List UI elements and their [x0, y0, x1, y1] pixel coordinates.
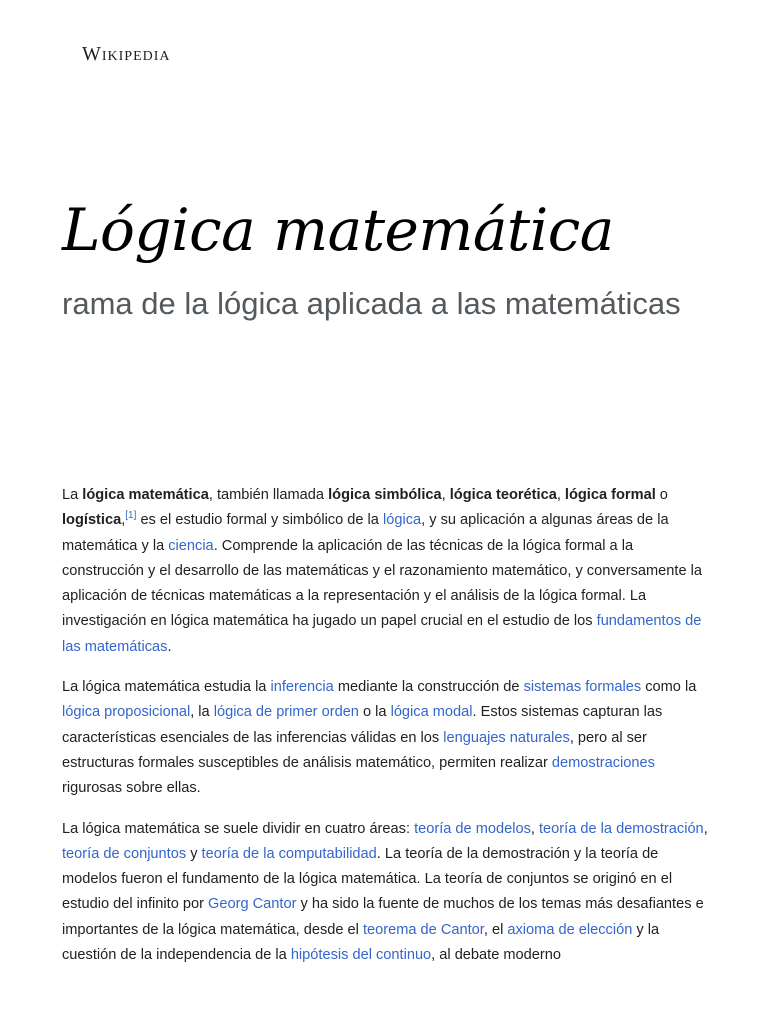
- link-axioma-eleccion[interactable]: axioma de elección: [507, 921, 633, 938]
- page-subtitle: rama de la lógica aplicada a las matemáticas: [62, 286, 681, 321]
- bold-term: logística: [62, 512, 122, 529]
- bold-term: lógica simbólica: [328, 487, 442, 503]
- text: La lógica matemática estudia la: [62, 679, 271, 696]
- text: ,: [441, 487, 450, 503]
- text: .: [167, 638, 172, 655]
- text: mediante la construcción de: [333, 679, 524, 696]
- bold-term: lógica matemática: [82, 487, 209, 503]
- link-fundamentos-matematicas[interactable]: fundamentos de las matemáticas: [62, 613, 702, 655]
- article-body: [62, 483, 710, 983]
- paragraph-areas: [62, 817, 710, 969]
- link-teorema-cantor[interactable]: teorema de Cantor: [362, 921, 484, 938]
- link-teoria-modelos[interactable]: teoría de modelos: [414, 820, 531, 837]
- link-teoria-demostracion[interactable]: teoría de la demostración: [539, 820, 704, 837]
- text: , y su aplicación a algunas áreas de la matemática y la: [62, 512, 669, 554]
- paragraph-inferencia: [62, 675, 710, 801]
- wikipedia-logo[interactable]: Wikipedia: [82, 43, 171, 65]
- link-logica-primer-orden[interactable]: lógica de primer orden: [213, 704, 359, 721]
- link-teoria-conjuntos[interactable]: teoría de conjuntos: [62, 845, 187, 862]
- text: La lógica matemática se suele dividir en cuatro áreas:: [62, 820, 415, 837]
- text: . La teoría de la demostración y la teoría de modelos fueron el fundamento de la lógica matemática. La teoría de conjuntos se originó en el estudio del infinito por: [62, 845, 673, 913]
- text: , la: [190, 704, 214, 721]
- link-logica-modal[interactable]: lógica modal: [390, 704, 473, 721]
- paragraph-intro: [62, 483, 710, 660]
- text: y: [186, 845, 202, 862]
- text: rigurosas sobre ellas.: [62, 780, 201, 797]
- text: y la cuestión de la independencia de la: [62, 921, 660, 964]
- link-lenguajes-naturales[interactable]: lenguajes naturales: [443, 729, 570, 746]
- text: como la: [641, 679, 697, 696]
- text: . Estos sistemas capturan las características esenciales de las inferencias válidas en los: [62, 704, 663, 746]
- text: o: [655, 487, 668, 503]
- link-sistemas-formales[interactable]: sistemas formales: [523, 679, 642, 696]
- text: es el estudio formal y simbólico de la: [136, 512, 383, 529]
- link-logica-proposicional[interactable]: lógica proposicional: [62, 704, 191, 721]
- text: o la: [358, 704, 391, 721]
- text: ,: [121, 512, 126, 529]
- link-logica[interactable]: lógica: [382, 512, 422, 529]
- text: , el: [483, 921, 508, 938]
- link-hipotesis-continuo[interactable]: hipótesis del continuo: [290, 947, 432, 964]
- text: ,: [530, 820, 539, 837]
- link-georg-cantor[interactable]: Georg Cantor: [208, 896, 297, 913]
- page-title: Lógica matemática: [62, 196, 614, 264]
- reference-link-1[interactable]: [1]: [125, 510, 137, 522]
- text: , también llamada: [208, 487, 329, 503]
- text: La: [62, 487, 83, 503]
- link-inferencia[interactable]: inferencia: [270, 679, 334, 696]
- bold-term: lógica formal: [564, 487, 656, 503]
- text: . Comprende la aplicación de las técnicas de la lógica formal a la construcción y el desarrollo de las matemáticas y el razonamiento matemático, y conversamente la aplicación de técnicas matemáticas a la representación y el análisis de la lógica formal. La investigación en lógica matemática ha jugado un papel crucial en el estudio de los: [62, 537, 702, 630]
- text: , al debate moderno: [431, 947, 561, 964]
- text: ,: [703, 820, 708, 837]
- link-demostraciones[interactable]: demostraciones: [551, 754, 655, 771]
- text: , pero al ser estructuras formales susceptibles de análisis matemático, permiten realizar: [62, 729, 647, 771]
- text: y ha sido la fuente de muchos de los temas más desafiantes e importantes de la lógica matemática, desde el: [62, 896, 704, 938]
- link-teoria-computabilidad[interactable]: teoría de la computabilidad: [201, 845, 377, 862]
- bold-term: lógica teorética: [449, 487, 557, 503]
- text: ,: [556, 487, 565, 503]
- link-ciencia[interactable]: ciencia: [168, 537, 214, 554]
- reference-marker: [125, 510, 136, 521]
